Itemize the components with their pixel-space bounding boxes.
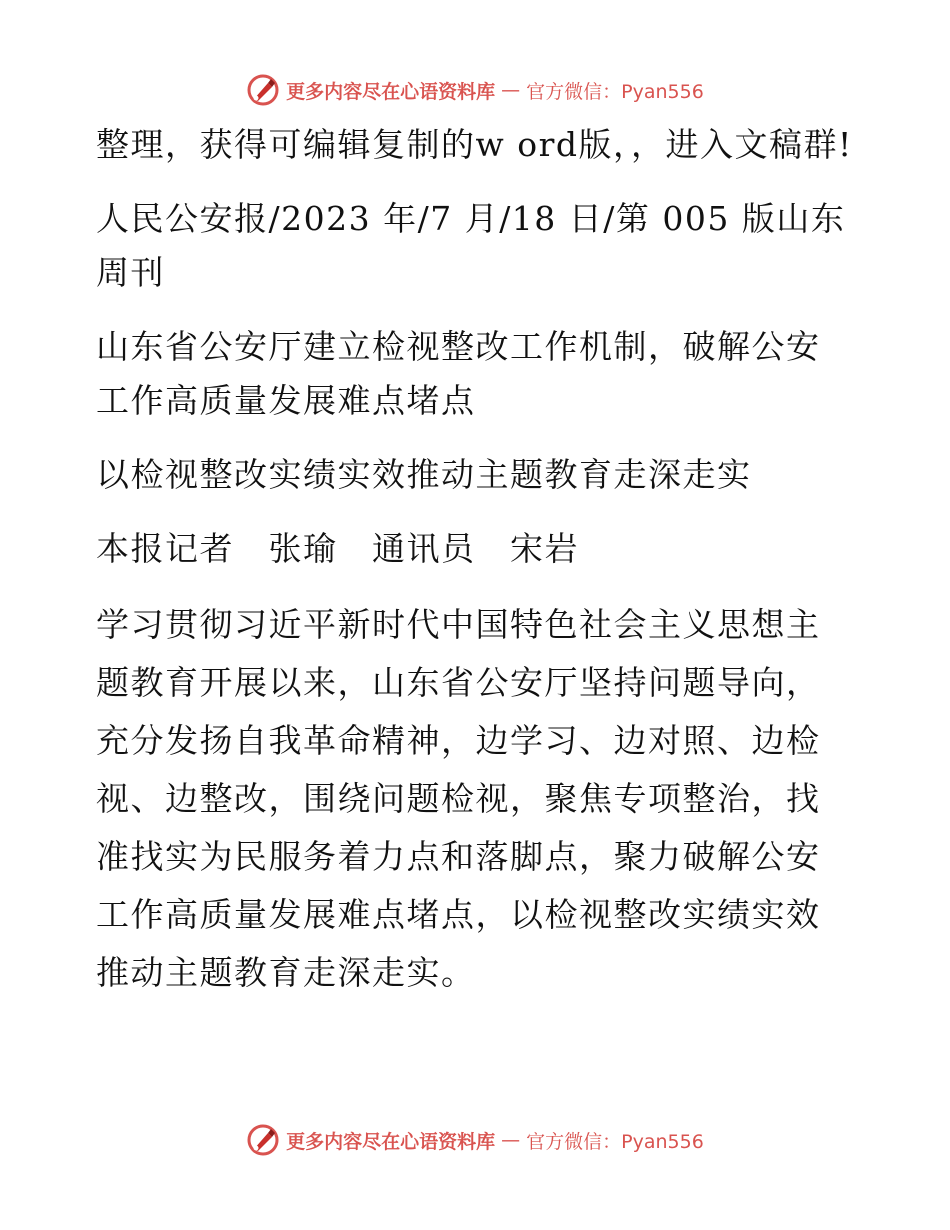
document-content — [96, 118, 854, 1022]
body-paragraph: 学习贯彻习近平新时代中国特色社会主义思想主题教育开展以来，山东省公安厅坚持问题导向，充分发扬自我革命精神，边学习、边对照、边检视、边整改，围绕问题检视，聚焦专项整治，找准找实为民服务着力点和落脚点，聚力破解公安工作高质量发展难点堵点，以检视整改实绩实效推动主题教育走深走实。 — [96, 605, 821, 992]
source-line: 人民公安报/2023 年/7 月/18 日/第 005 版山东周刊 — [96, 199, 846, 292]
pen-logo-icon — [246, 73, 280, 107]
watermark-site-text: 更多内容尽在心语资料库 — [286, 80, 496, 103]
byline: 本报记者 张瑜 通讯员 宋岩 — [96, 529, 579, 568]
subheadline: 以检视整改实绩实效推动主题教育走深走实 — [96, 455, 752, 494]
watermark-site-text: 更多内容尽在心语资料库 — [286, 1130, 496, 1153]
footer-watermark — [0, 1120, 950, 1160]
watermark-separator: — — [501, 79, 521, 101]
headline: 山东省公安厅建立检视整改工作机制，破解公安工作高质量发展难点堵点 — [96, 327, 821, 420]
intro-paragraph: 整理，获得可编辑复制的w ord版，，进入文稿群! — [96, 125, 853, 164]
pen-logo-icon — [246, 1123, 280, 1157]
watermark-contact-text: 官方微信：Pyan556 — [526, 1130, 704, 1153]
watermark-contact-text: 官方微信：Pyan556 — [526, 80, 704, 103]
watermark-separator: — — [501, 1129, 521, 1151]
header-watermark — [0, 70, 950, 110]
